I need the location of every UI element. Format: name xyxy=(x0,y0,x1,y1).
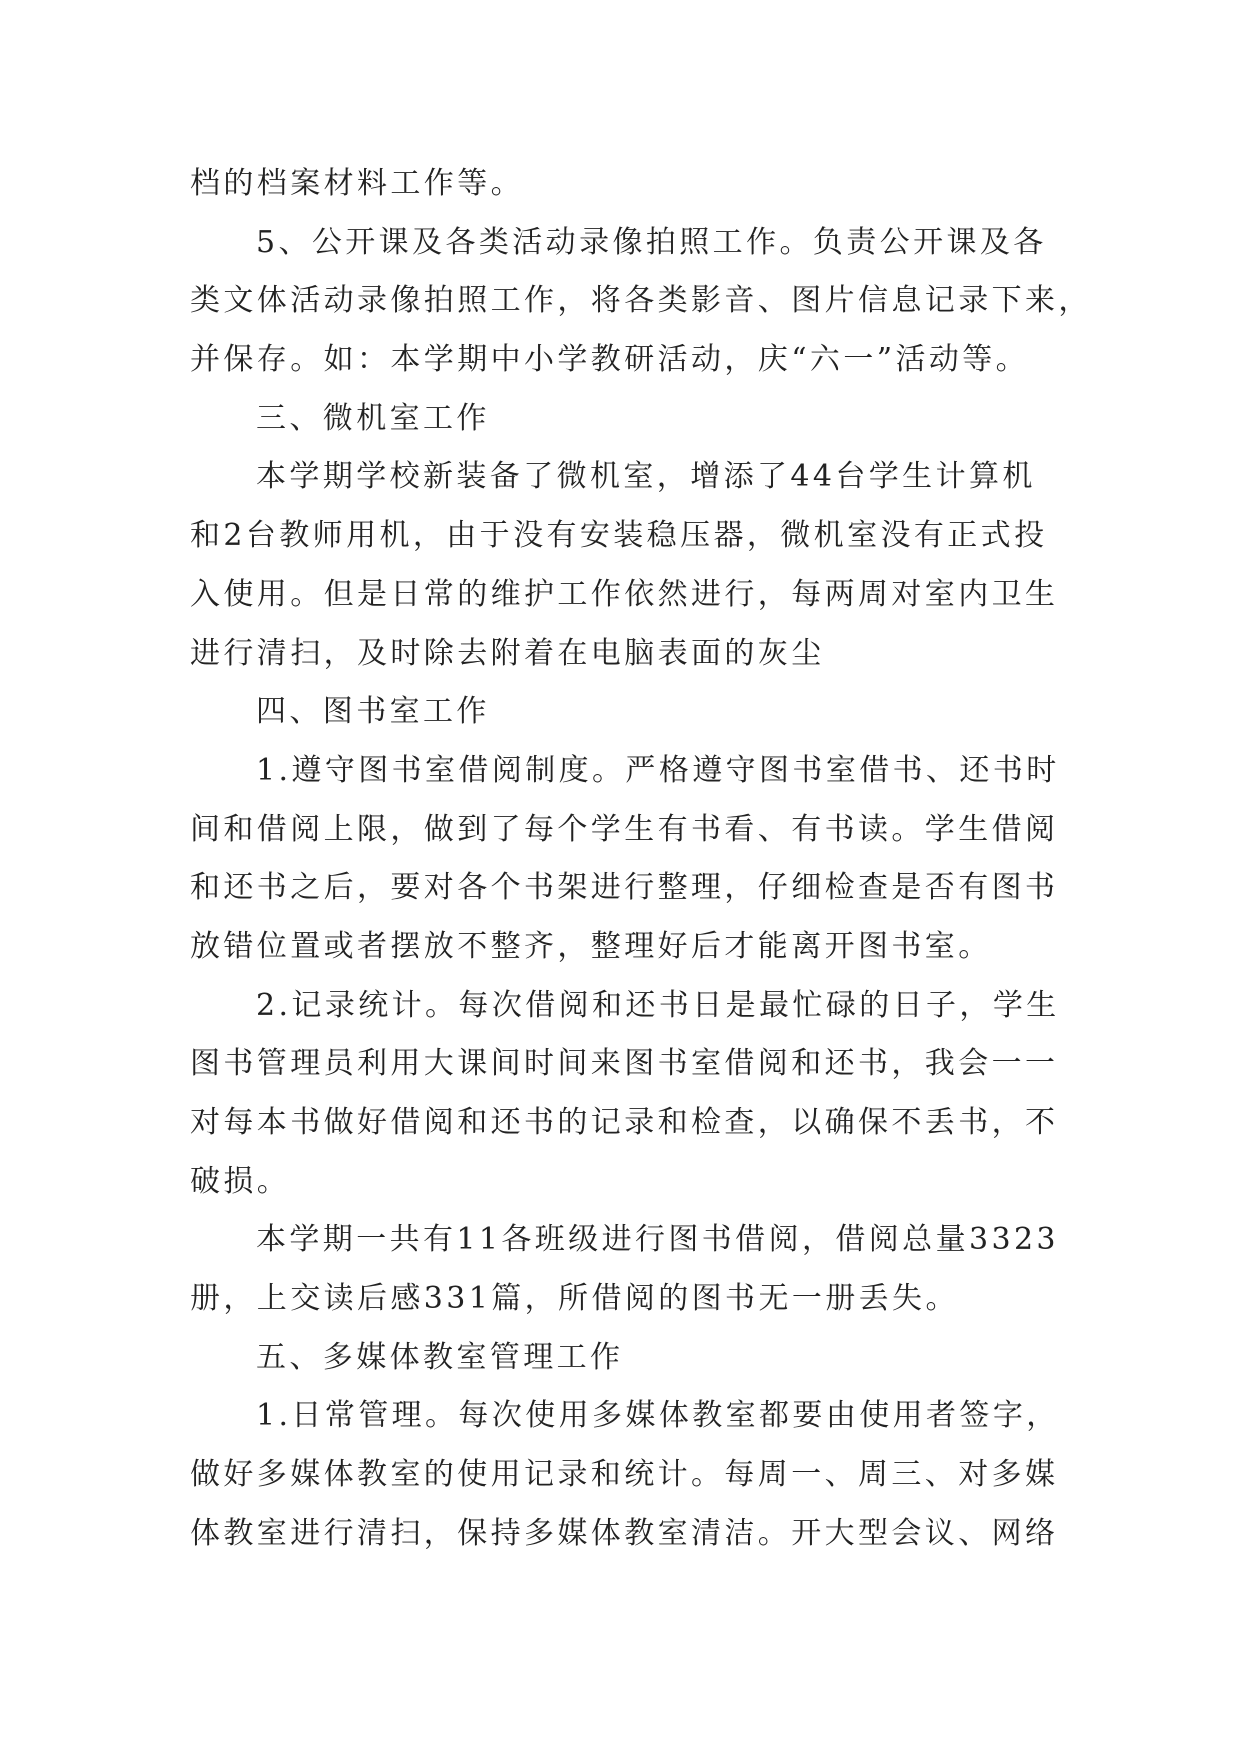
text-line: 册，上交读后感331篇，所借阅的图书无一册丢失。 xyxy=(190,1281,959,1317)
text-line: 本学期一共有11各班级进行图书借阅，借阅总量3323 xyxy=(256,1222,1059,1258)
document-body xyxy=(190,155,1092,1564)
text-line: 1.日常管理。每次使用多媒体教室都要由使用者签字， xyxy=(256,1398,1060,1434)
text-line: 放错位置或者摆放不整齐，整理好后才能离开图书室。 xyxy=(190,928,992,964)
text-line: 和2台教师用机，由于没有安装稳压器，微机室没有正式投 xyxy=(190,518,1048,554)
text-line: 并保存。如：本学期中小学教研活动，庆“六一”活动等。 xyxy=(190,342,1030,378)
text-line: 本学期学校新装备了微机室，增添了44台学生计算机 xyxy=(256,459,1036,495)
text-line: 和还书之后，要对各个书架进行整理，仔细检查是否有图书 xyxy=(190,870,1059,906)
text-line: 破损。 xyxy=(190,1163,291,1199)
text-line: 入使用。但是日常的维护工作依然进行，每两周对室内卫生 xyxy=(190,576,1059,612)
text-line: 五、多媒体教室管理工作 xyxy=(256,1339,624,1375)
text-line: 进行清扫，及时除去附着在电脑表面的灰尘 xyxy=(190,635,825,671)
text-line: 做好多媒体教室的使用记录和统计。每周一、周三、对多媒 xyxy=(190,1457,1059,1493)
text-line: 类文体活动录像拍照工作，将各类影音、图片信息记录下来， xyxy=(190,283,1092,319)
text-line: 对每本书做好借阅和还书的记录和检查，以确保不丢书，不 xyxy=(190,1105,1059,1140)
text-line: 1.遵守图书室借阅制度。严格遵守图书室借书、还书时 xyxy=(256,752,1060,788)
text-line: 体教室进行清扫，保持多媒体教室清洁。开大型会议、网络 xyxy=(190,1515,1059,1551)
text-line: 间和借阅上限，做到了每个学生有书看、有书读。学生借阅 xyxy=(190,811,1059,847)
text-line: 5、公开课及各类活动录像拍照工作。负责公开课及各 xyxy=(256,224,1047,260)
text-line: 三、微机室工作 xyxy=(256,400,490,436)
text-line: 档的档案材料工作等。 xyxy=(190,166,524,201)
text-line: 2.记录统计。每次借阅和还书日是最忙碌的日子，学生 xyxy=(256,987,1060,1023)
text-line: 图书管理员利用大课间时间来图书室借阅和还书，我会一一 xyxy=(190,1046,1059,1082)
text-line: 四、图书室工作 xyxy=(256,694,490,730)
